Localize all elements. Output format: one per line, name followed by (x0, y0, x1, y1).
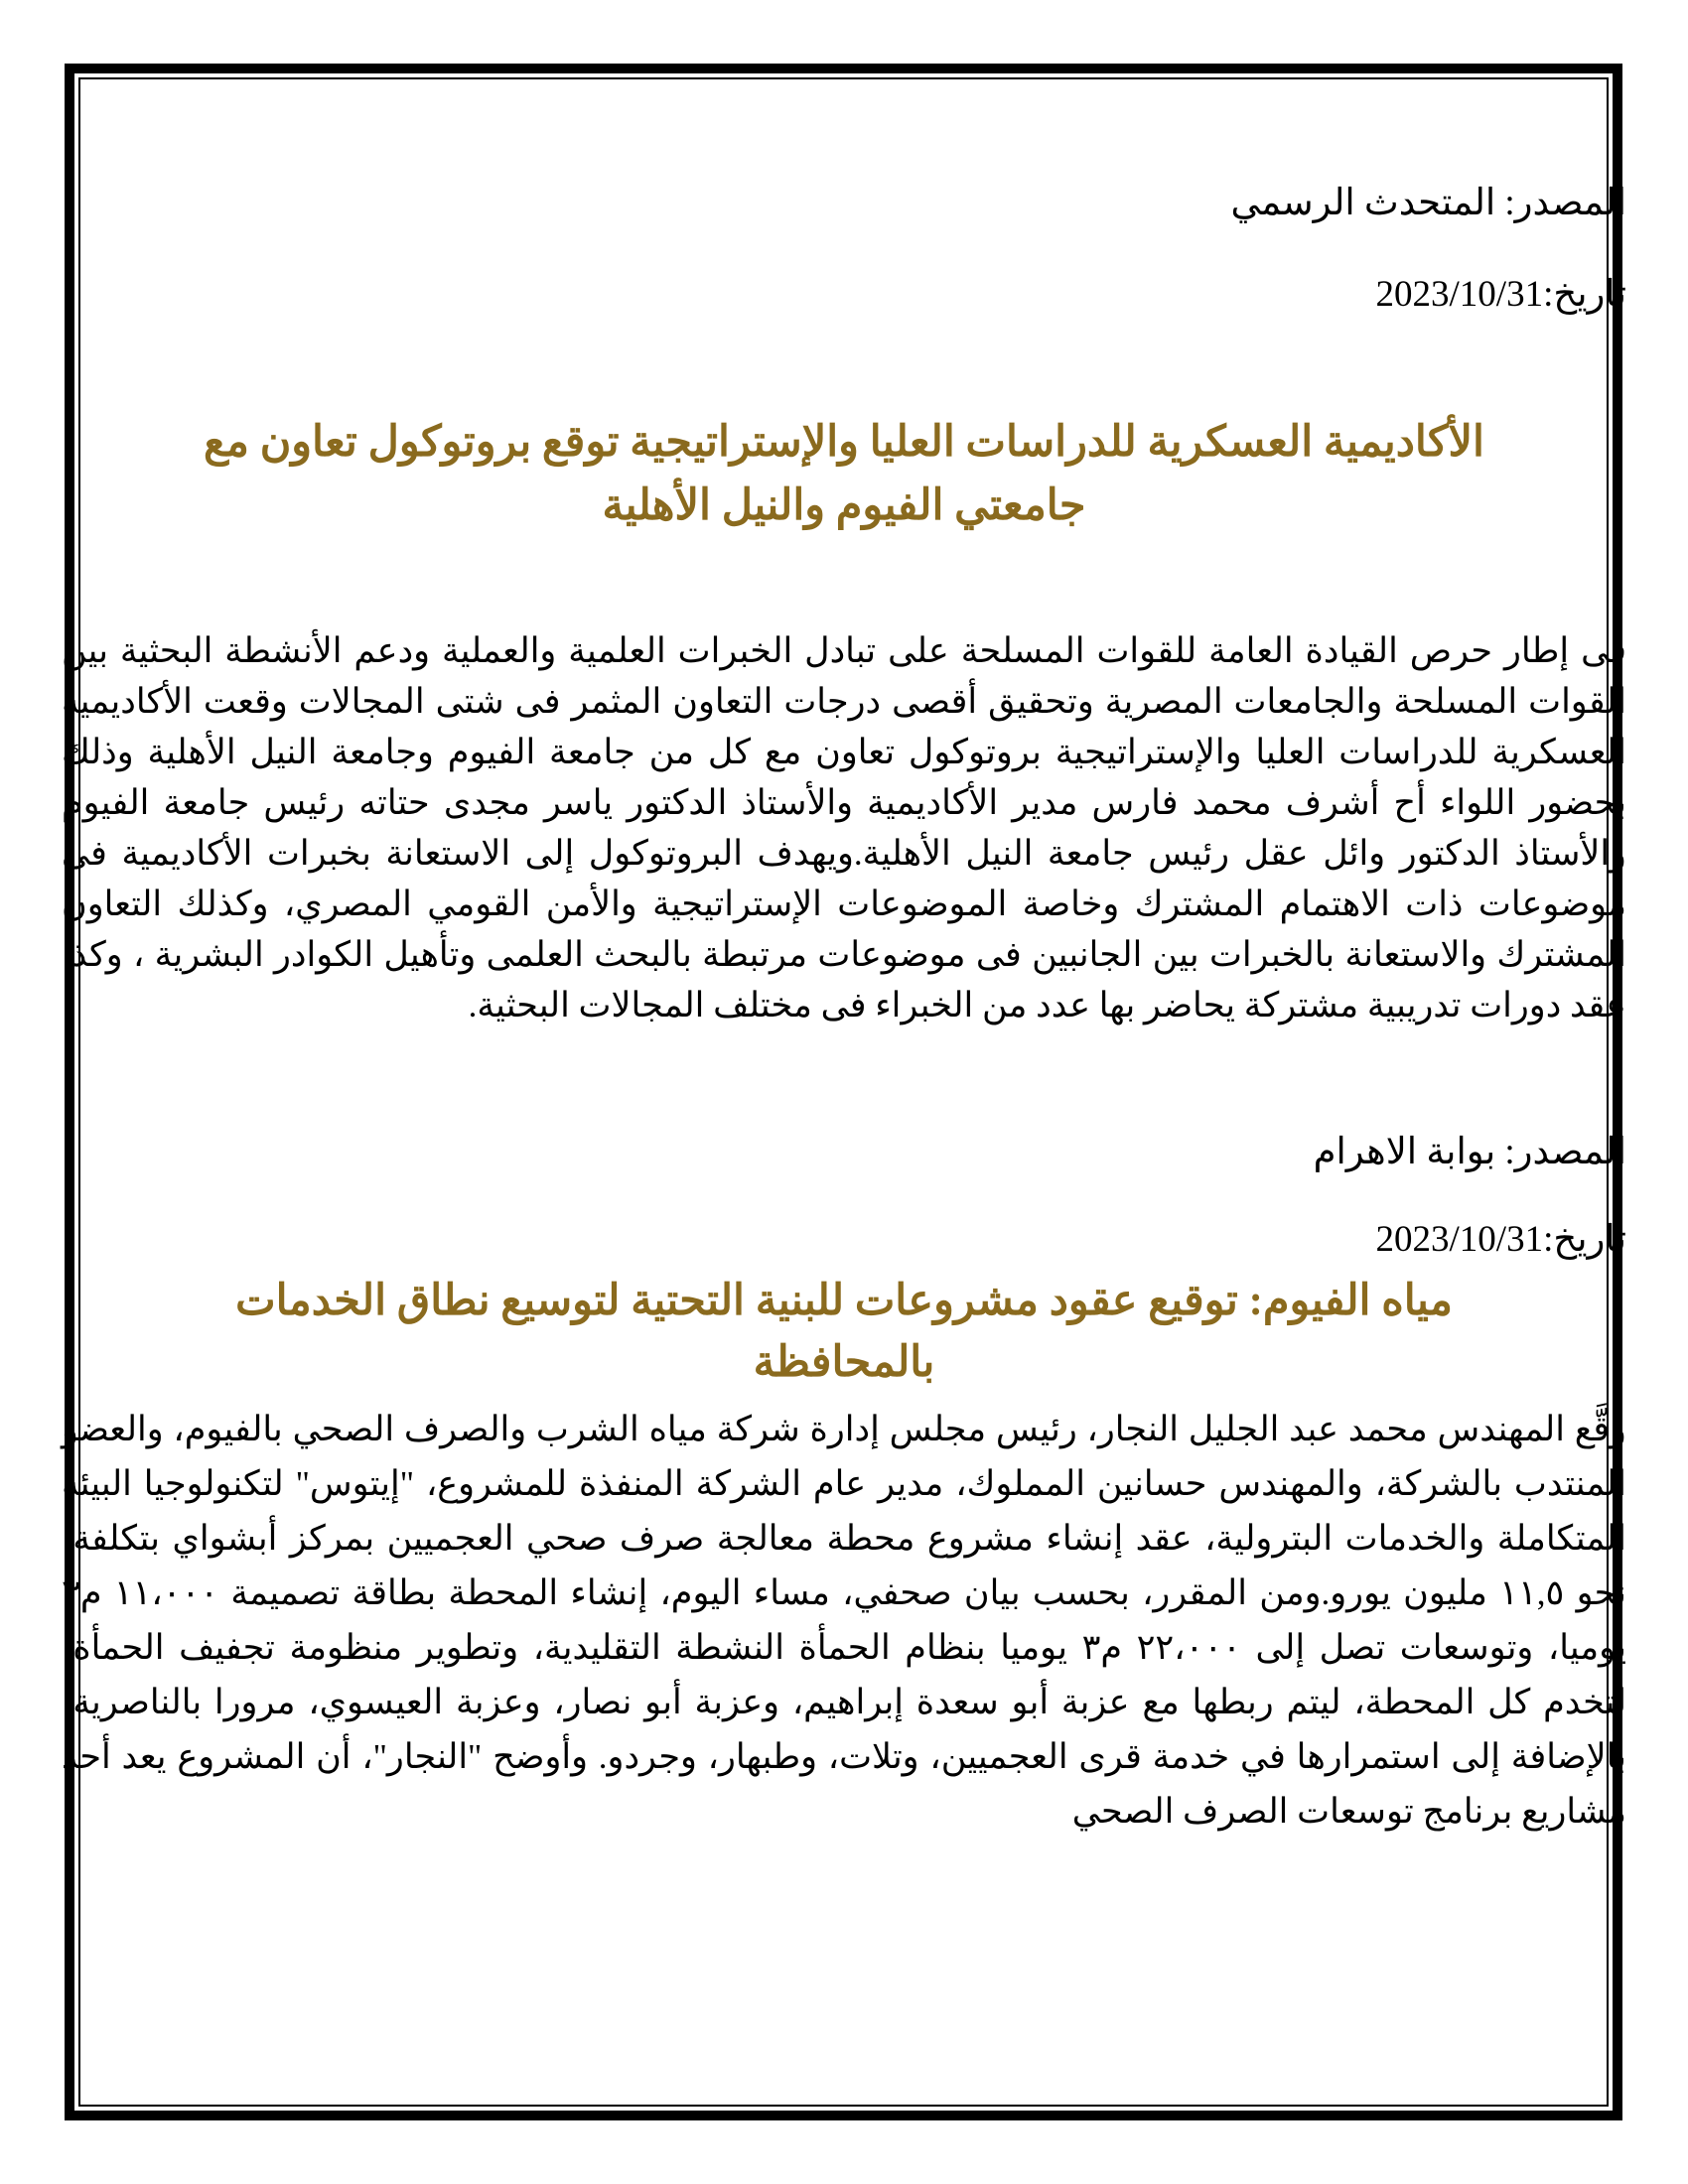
article2-date-line: تاريخ:2023/10/31 (1375, 1219, 1626, 1260)
article1-title (62, 411, 1626, 538)
article1-title-line1: الأكاديمية العسكرية للدراسات العليا والإستراتيجية توقع بروتوكول تعاون مع (204, 419, 1484, 466)
article1-date-line: تاريخ:2023/10/31 (1375, 274, 1626, 315)
article1-body-paragraph: فى إطار حرص القيادة العامة للقوات المسلحة على تبادل الخبرات العلمية والعملية ودعم الأنشطة البحثية بين القوات المسلحة والجامعات المصرية وتحقيق أقصى درجات التعاون المثمر فى شتى المجالات وقعت الأكاديمية العسكرية للدراسات العليا والإستراتيجية بروتوكول تعاون مع كل من جامعة الفيوم وجامعة النيل الأهلية وذلك بحضور اللواء أح أشرف محمد فارس مدير الأكاديمية والأستاذ الدكتور ياسر مجدى حتاته رئيس جامعة الفيوم والأستاذ الدكتور وائل عقل رئيس جامعة النيل الأهلية.ويهدف البروتوكول إلى الاستعانة بخبرات الأكاديمية فى موضوعات ذات الاهتمام المشترك وخاصة الموضوعات الإستراتيجية والأمن القومي المصري، وكذلك التعاون المشترك والاستعانة بالخبرات بين الجانبين فى موضوعات مرتبطة بالبحث العلمى وتأهيل الكوادر البشرية ، وكذا عقد دورات تدريبية مشتركة يحاضر بها عدد من الخبراء فى مختلف المجالات البحثية. (62, 631, 1626, 1024)
article2-title-line1: مياه الفيوم: توقيع عقود مشروعات للبنية التحتية لتوسيع نطاق الخدمات (235, 1278, 1453, 1324)
article2-title (62, 1271, 1626, 1394)
article2-title-line2: بالمحافظة (753, 1339, 935, 1386)
article2-source-line: المصدر: بوابة الاهرام (1313, 1132, 1626, 1172)
article1-title-line2: جامعتي الفيوم والنيل الأهلية (602, 482, 1086, 529)
article2-body-paragraph: وقَّع المهندس محمد عبد الجليل النجار، رئيس مجلس إدارة شركة مياه الشرب والصرف الصحي بالفيوم، والعضو المنتدب بالشركة، والمهندس حسانين المملوك، مدير عام الشركة المنفذة للمشروع، "إيتوس" لتكنولوجيا البيئة المتكاملة والخدمات البترولية، عقد إنشاء مشروع محطة معالجة صرف صحي العجميين بمركز أبشواي بتكلفة، نحو ١١,٥ مليون يورو.ومن المقرر، بحسب بيان صحفي، مساء اليوم، إنشاء المحطة بطاقة تصميمة ١١،٠٠٠ م٣ يوميا، وتوسعات تصل إلى ٢٢،٠٠٠ م٣ يوميا بنظام الحمأة النشطة التقليدية، وتطوير منظومة تجفيف الحمأة، لتخدم كل المحطة، ليتم ربطها مع عزبة أبو سعدة إبراهيم، وعزبة أبو نصار، وعزبة العيسوي، مرورا بالناصرية، بالإضافة إلى استمرارها في خدمة قرى العجميين، وتلات، وطبهار، وجردو. وأوضح "النجار"، أن المشروع يعد أحد مشاريع برنامج توسعات الصرف الصحي (62, 1410, 1627, 1831)
article1-source-line: المصدر: المتحدث الرسمي (1230, 183, 1626, 223)
